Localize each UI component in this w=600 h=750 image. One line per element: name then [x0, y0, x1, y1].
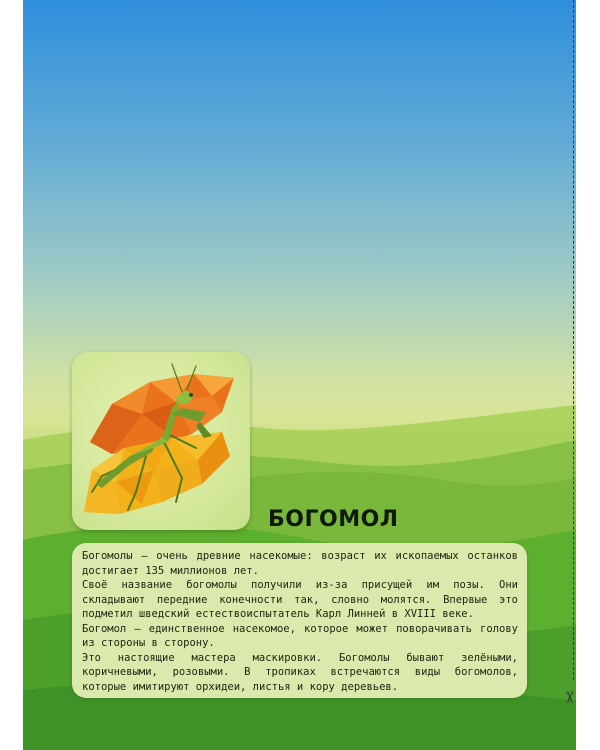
mantis-illustration-card: [72, 352, 250, 530]
article-text-box: [72, 543, 527, 698]
scissors-icon: ✂: [560, 690, 580, 705]
paragraph-camouflage: Это настоящие мастера маскировки. Богомолы бывают зелёными, коричневыми, розовыми. В тропиках встречаются виды богомолов, которые имитируют орхидеи, листья и кору деревьев.: [82, 651, 518, 693]
cut-line: [573, 0, 574, 680]
article-title: БОГОМОЛ: [268, 507, 399, 532]
paragraph-name-origin: Своё название богомолы получили из-за присущей им позы. Они складывают передние конечности так, словно молятся. Впервые это подметил шведский естествоиспытатель Карл Линней в XVIII веке.: [82, 579, 518, 620]
paragraph-age: Богомолы — очень древние насекомые: возраст их ископаемых останков достигает 135 миллионов лет.: [82, 550, 518, 577]
paragraph-head-turning: Богомол — единственное насекомое, которое может поворачивать голову из стороны в сторону.: [82, 622, 518, 649]
mantis-on-leaf-illustration: [72, 352, 250, 530]
